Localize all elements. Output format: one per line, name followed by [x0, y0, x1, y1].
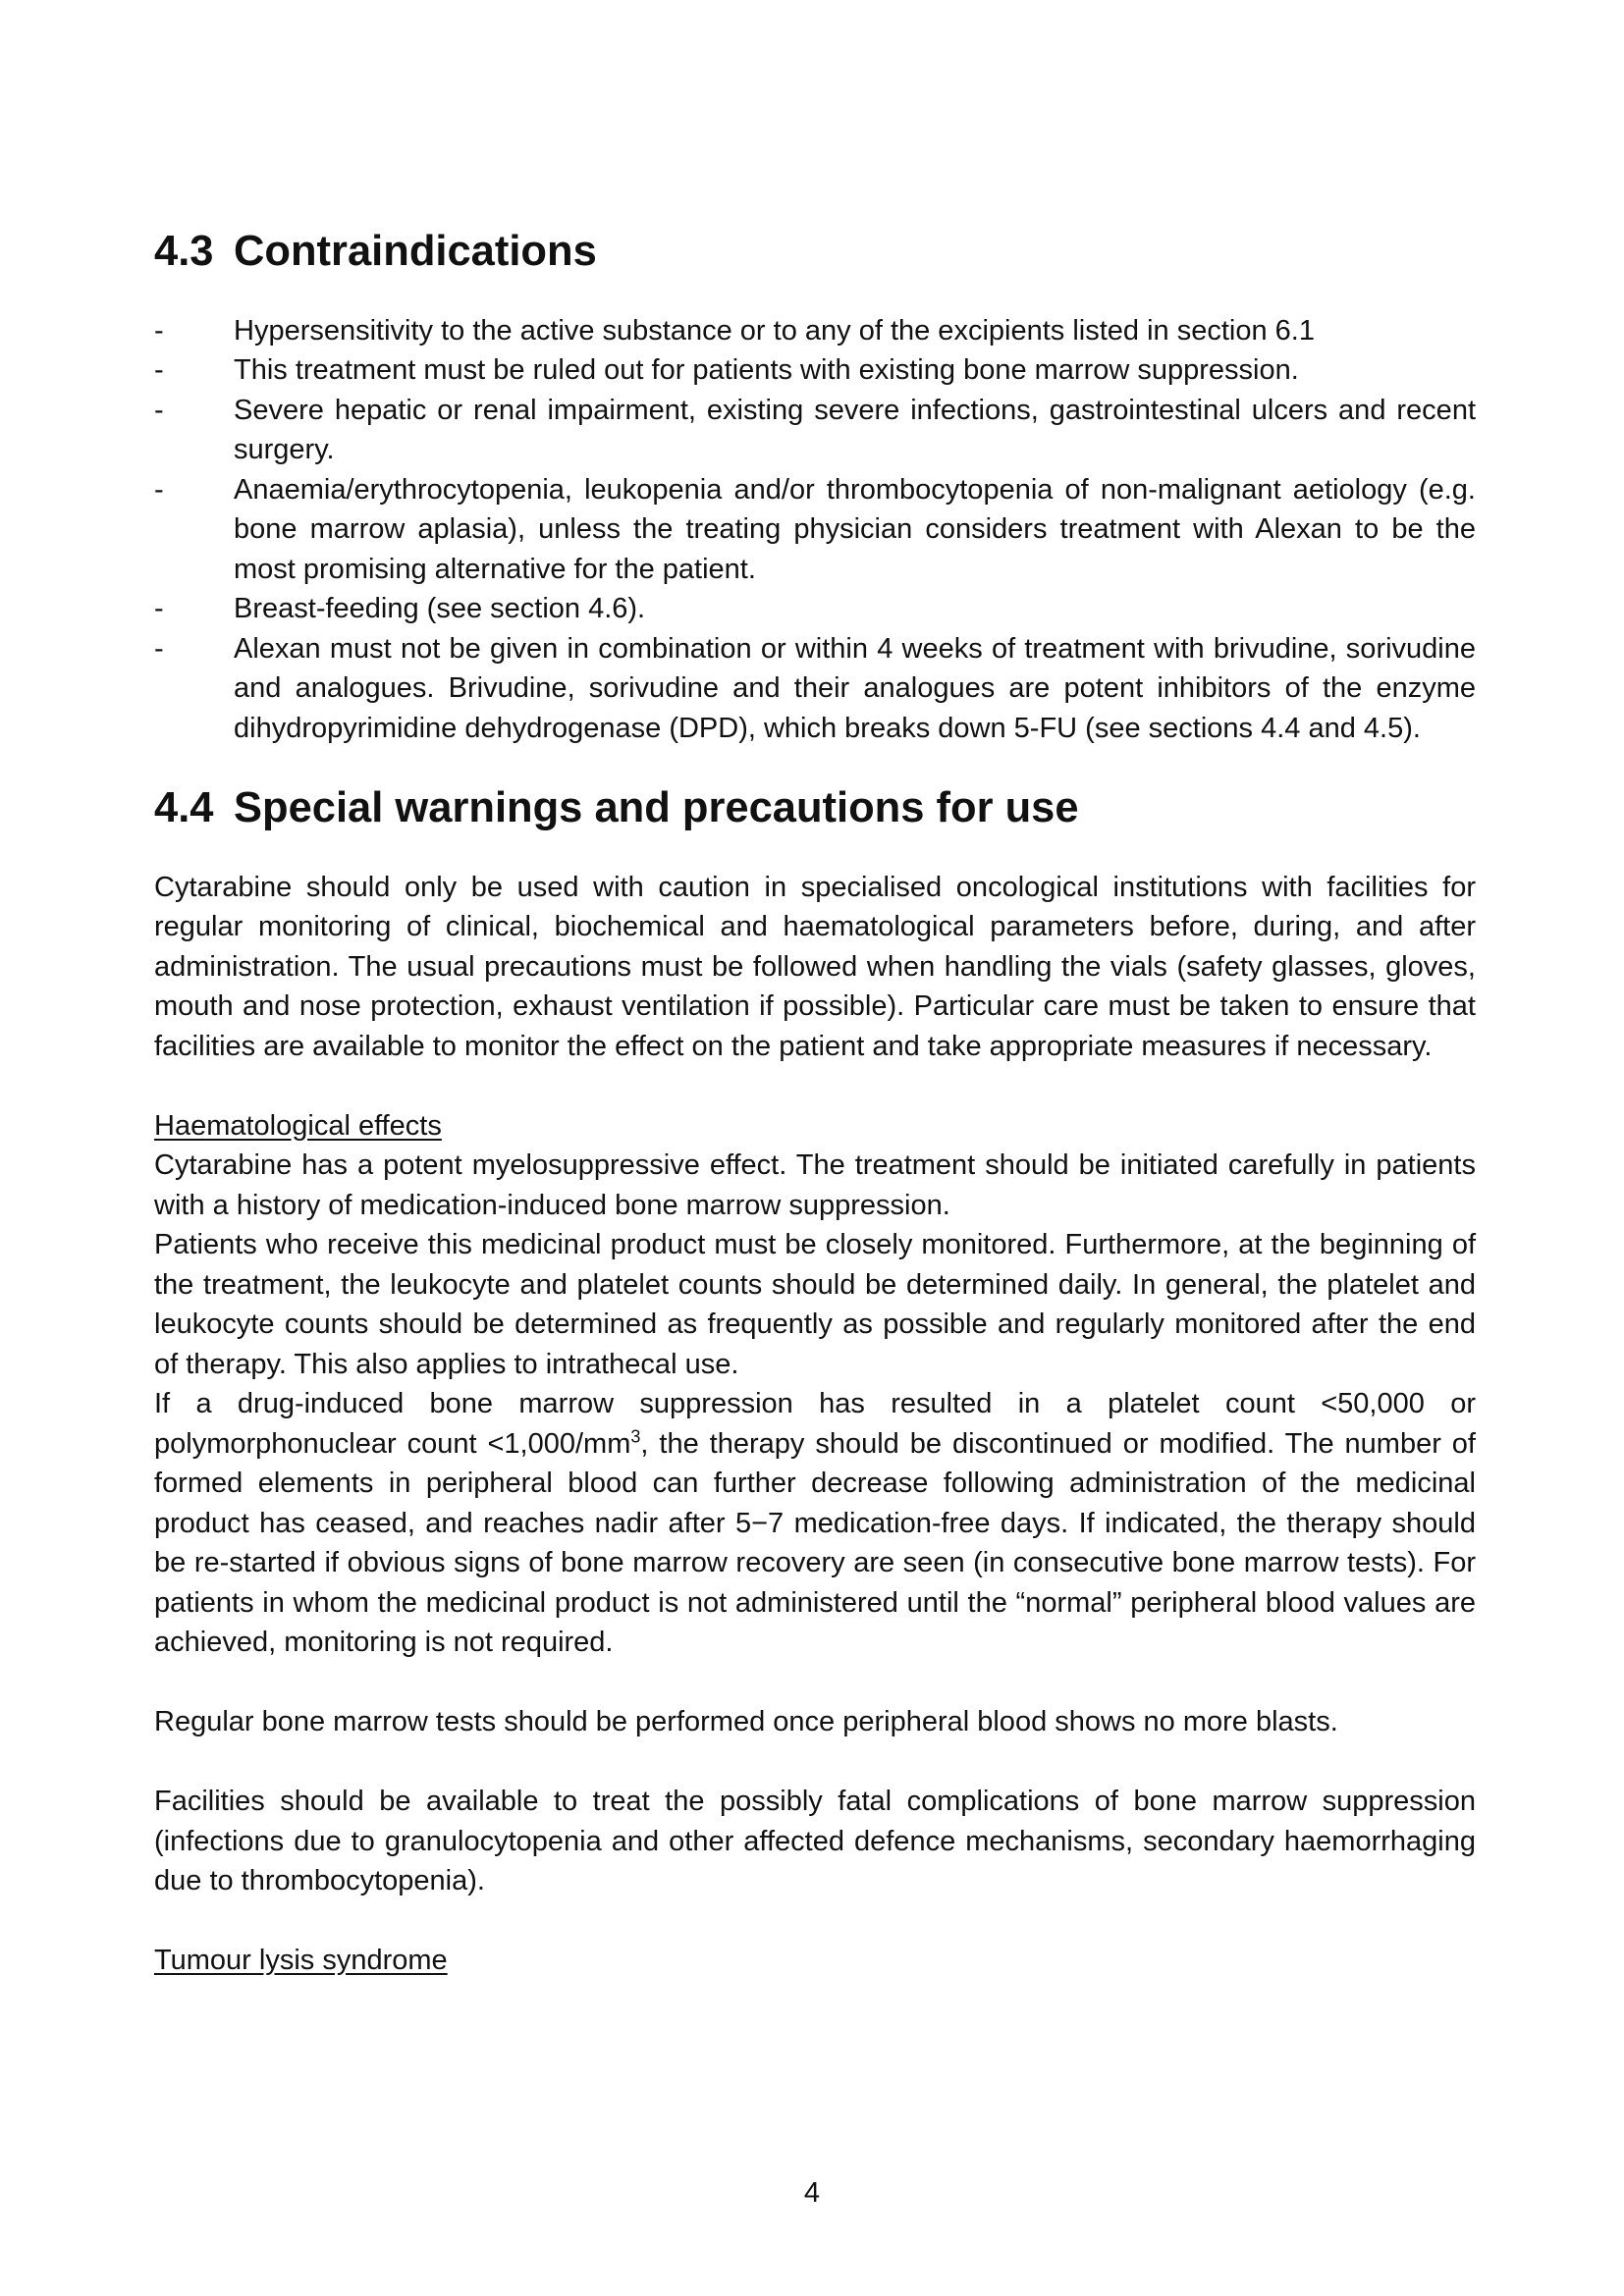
- section-number: 4.3: [154, 228, 214, 275]
- paragraph: Cytarabine has a potent myelosuppressive effect. The treatment should be initiated carefully in patients with a history of medication-induced bone marrow suppression.: [154, 1149, 1476, 1221]
- list-item-text: Alexan must not be given in combination or within 4 weeks of treatment with brivudine, sorivudine and analogues. Brivudine, sorivudine and their analogues are potent inhibitors of the enzyme dihydropyrimidine dehydrogenase (DPD), which breaks down 5-FU (see sections 4.4 and 4.5).: [234, 632, 1476, 744]
- bullet-dash: -: [154, 394, 164, 426]
- bullet-dash: -: [154, 354, 164, 386]
- list-item: [154, 470, 1476, 590]
- list-item: [154, 629, 1476, 749]
- list-item: [154, 589, 1476, 629]
- paragraph-platelet-count: [154, 1384, 1476, 1663]
- list-item-text: Severe hepatic or renal impairment, existing severe infections, gastrointestinal ulcers and recent surgery.: [234, 394, 1476, 465]
- page-number: 4: [803, 2177, 821, 2209]
- section-number: 4.4: [154, 783, 214, 831]
- subheading-text: Haematological effects: [154, 1109, 442, 1142]
- paragraph-text: , the therapy should be discontinued or modified. The number of formed elements in peripheral blood can further decrease following administration of the medicinal product has ceased, and reaches nadir after 5−7 medication-free days. If indicated, the therapy should be re-started if obvious signs of bone marrow recovery are seen (in consecutive bone marrow tests). For patients in whom the medicinal product is not administered until the “normal” peripheral blood values are achieved, monitoring is not required.: [154, 1427, 1476, 1658]
- subheading-haematological-effects: [154, 1106, 1476, 1147]
- bullet-dash: -: [154, 632, 164, 665]
- list-item: [154, 391, 1476, 470]
- list-item-text: Hypersensitivity to the active substance or to any of the excipients listed in section 6.1: [234, 314, 1315, 347]
- section-title: Contraindications: [234, 228, 597, 275]
- list-item: [154, 311, 1476, 351]
- section-title: Special warnings and precautions for use: [234, 783, 1079, 831]
- bullet-dash: -: [154, 314, 164, 347]
- bullet-dash: -: [154, 593, 164, 624]
- intro-paragraph: Cytarabine should only be used with caution in specialised oncological institutions with facilities for regular monitoring of clinical, biochemical and haematological parameters before, during, and after administration. The usual precautions must be followed when handling the vials (safety glasses, gloves, mouth and nose protection, exhaust ventilation if possible). Particular care must be taken to ensure that facilities are available to monitor the effect on the patient and take appropriate measures if necessary.: [154, 871, 1476, 1062]
- list-item: [154, 350, 1476, 391]
- paragraph: Regular bone marrow tests should be performed once peripheral blood shows no more blasts.: [154, 1706, 1338, 1737]
- list-item-text: Anaemia/erythrocytopenia, leukopenia and/or thrombocytopenia of non-malignant aetiology (e.g. bone marrow aplasia), unless the treating physician considers treatment with Alexan to be the most promising alternative for the patient.: [234, 473, 1476, 585]
- section-heading-special-warnings: [154, 783, 1476, 831]
- contraindications-list: [154, 311, 1476, 749]
- paragraph: Facilities should be available to treat the possibly fatal complications of bone marrow suppression (infections due to granulocytopenia and other affected defence mechanisms, secondary haemorrhaging due to thrombocytopenia).: [154, 1786, 1476, 1896]
- superscript: 3: [630, 1425, 641, 1446]
- list-item-text: Breast-feeding (see section 4.6).: [234, 593, 646, 624]
- document-page: [154, 228, 1476, 1981]
- subheading-text: Tumour lysis syndrome: [154, 1945, 448, 1976]
- bullet-dash: -: [154, 473, 164, 506]
- paragraph-text: If a drug-induced bone marrow suppression has resulted in a platelet count <50,000 or polymorphonuclear count <1,000/mm: [154, 1388, 1476, 1460]
- subheading-tumour-lysis: [154, 1941, 1476, 1981]
- list-item-text: This treatment must be ruled out for patients with existing bone marrow suppression.: [234, 354, 1299, 386]
- paragraph: Patients who receive this medicinal product must be closely monitored. Furthermore, at the beginning of the treatment, the leukocyte and platelet counts should be determined daily. In general, the platelet and leukocyte counts should be determined as frequently as possible and regularly monitored after the end of therapy. This also applies to intrathecal use.: [154, 1229, 1476, 1380]
- section-heading-contraindications: [154, 228, 1476, 275]
